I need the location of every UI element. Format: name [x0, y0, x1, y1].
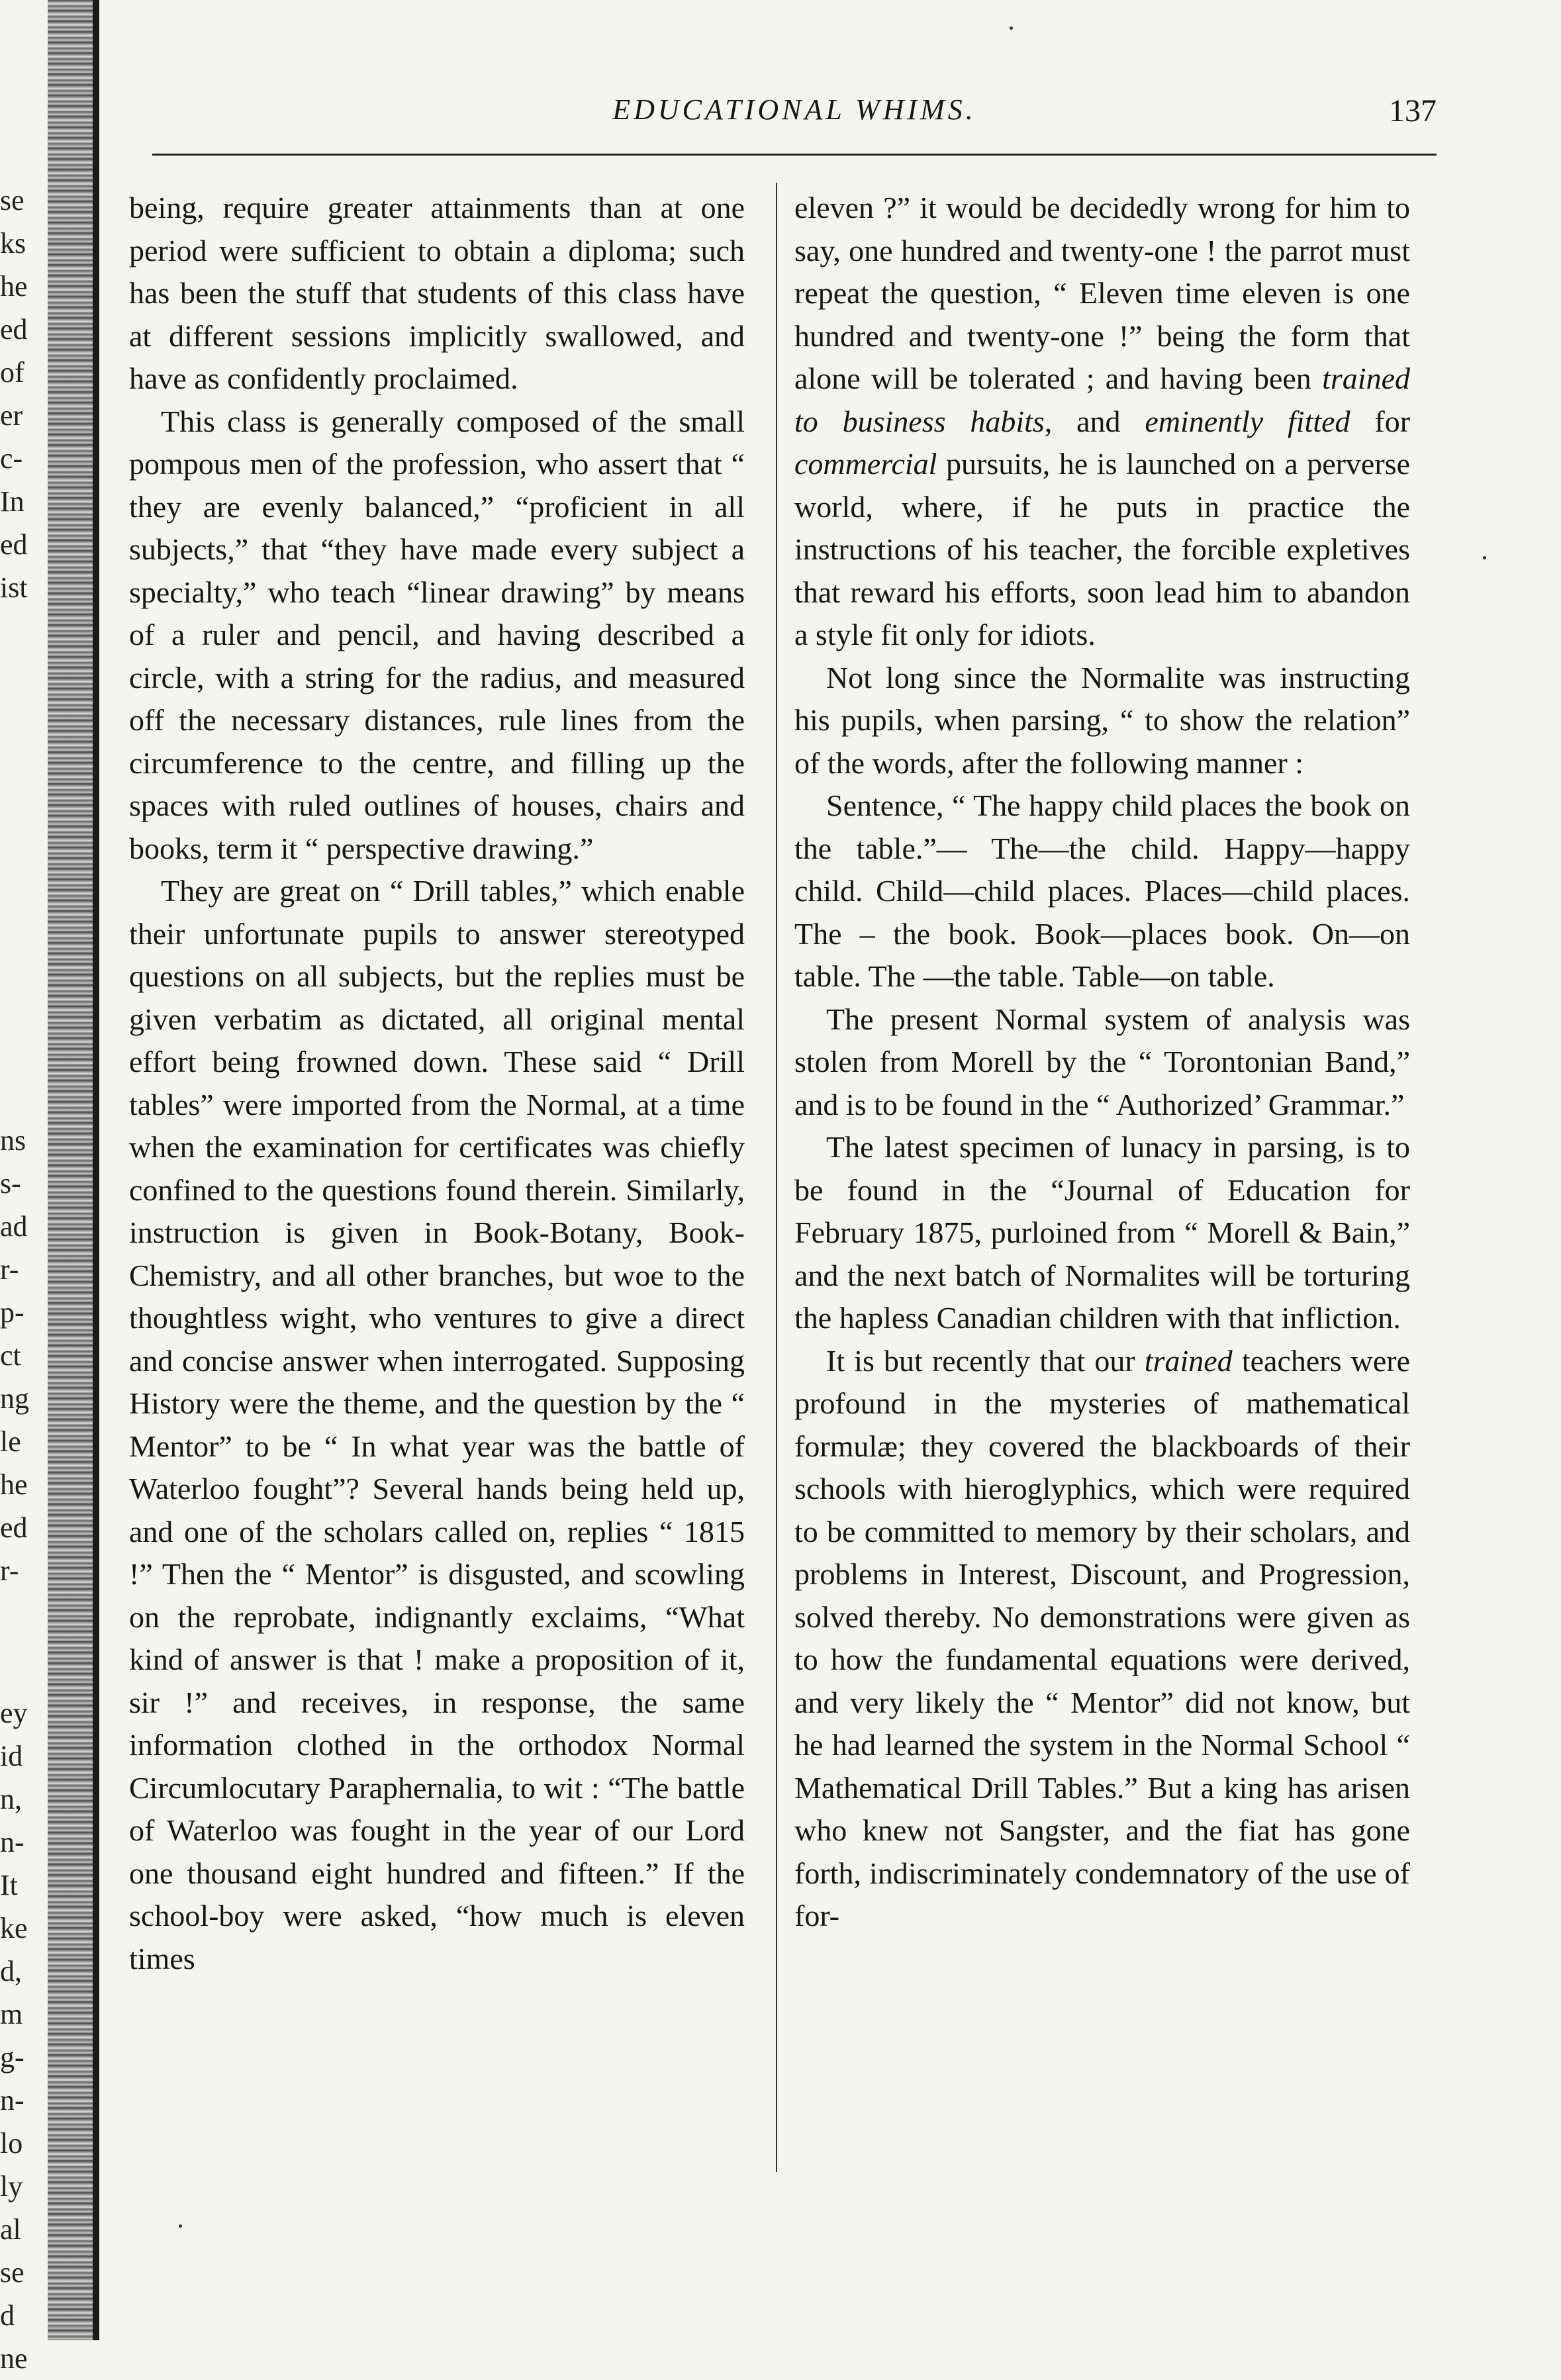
margin-fragment: In	[0, 485, 24, 518]
margin-fragment: n,	[0, 1783, 22, 1815]
header-rule	[152, 154, 1437, 156]
binding-gutter	[48, 0, 99, 2340]
print-speck	[179, 2224, 182, 2228]
margin-fragment: n-	[0, 1826, 24, 1858]
paragraph: being, require greater attainments than at one period were sufficient to obtain a diploma; such has been the stuff that students of this class have at different sessions implicitly swallowed, and have as confidently proclaimed.	[129, 191, 745, 395]
italic-text: commercial	[794, 447, 937, 481]
margin-fragment: ns	[0, 1124, 26, 1157]
margin-fragment: ad	[0, 1210, 28, 1243]
paragraph	[794, 1340, 1410, 1938]
text-run: eleven ?” it would be decidedly wrong for him to say, one hundred and twenty-one ! the parrot must repeat the question, “ Eleven time eleven is one hundred and twenty-one !” being the form that alone will be tolerated ; and having been	[794, 191, 1410, 395]
italic-text: trained to business habits	[794, 361, 1410, 438]
right-column	[794, 187, 1410, 1938]
margin-fragment: al	[0, 2213, 21, 2246]
margin-fragment: ed	[0, 528, 28, 561]
text-run: pursuits, he is launched on a perverse world, where, if he puts in practice the instructions of his teacher, the forcible expletives that reward his efforts, soon lead him to abandon a style fit only for idiots.	[794, 447, 1410, 651]
margin-fragment: ed	[0, 1511, 28, 1544]
italic-text: eminently fitted	[1145, 404, 1350, 438]
margin-fragment: It	[0, 1869, 18, 1901]
margin-fragment: r-	[0, 1554, 19, 1587]
text-run: teachers were profound in the mysteries of mathematical formulæ; they covered the blackboards of their schools with hieroglyphics, which were required to be committed to memory by their scholars, and problems in Interest, Discount, and Progression, solved thereby. No demonstrations were given as to how the fundamental equations were derived, and very likely the “ Mentor” did not know, but he had learned the system in the Normal School “ Mathematical Drill Tables.” But a king has arisen who knew not Sangster, and the fiat has gone forth, indiscriminately condemnatory of the use of for-	[794, 1343, 1411, 1932]
margin-fragment: s-	[0, 1167, 21, 1200]
margin-fragment: g-	[0, 2041, 24, 2073]
margin-fragment: ne	[0, 2342, 28, 2375]
margin-fragment: se	[0, 184, 24, 216]
margin-fragment: ng	[0, 1382, 29, 1415]
binding-edge	[93, 0, 99, 2340]
margin-fragment: id	[0, 1740, 23, 1772]
text-run: , and	[1044, 404, 1121, 438]
margin-fragment: d	[0, 2299, 15, 2332]
paragraph: Not long since the Normalite was instructing his pupils, when parsing, “ to show the relation” of the words, after the following manner :	[794, 660, 1410, 780]
margin-fragment: r-	[0, 1253, 19, 1286]
margin-fragment: ct	[0, 1339, 21, 1372]
margin-fragment: ly	[0, 2170, 23, 2203]
paragraph	[794, 187, 1410, 657]
margin-fragment: ed	[0, 313, 28, 346]
paragraph: The latest specimen of lunacy in parsing, is to be found in the “Journal of Education for February 1875, purloined from “ Morell & Bain,” and the next batch of Normalites will be torturing the hapless Canadian children with that infliction.	[794, 1130, 1410, 1335]
margin-fragment: of	[0, 356, 24, 389]
margin-fragment: le	[0, 1425, 21, 1458]
margin-fragment: d,	[0, 1955, 22, 1987]
margin-fragment: ks	[0, 227, 26, 260]
margin-fragment: p-	[0, 1296, 24, 1329]
text-run: for	[1374, 404, 1411, 438]
margin-fragment: er	[0, 399, 23, 432]
page-header	[152, 93, 1437, 146]
margin-fragment: ist	[0, 571, 28, 604]
margin-fragment: he	[0, 270, 28, 303]
margin-fragment: lo	[0, 2127, 23, 2160]
paragraph: Sentence, “ The happy child places the book on the table.”— The—the child. Happy—happy child. Child—child places. Places—child places. The – the book. Book—places book. On—on table. The —the table. Table—on table.	[794, 788, 1410, 993]
margin-fragment: ey	[0, 1697, 28, 1729]
margin-fragment: se	[0, 2256, 24, 2289]
running-title: EDUCATIONAL WHIMS.	[612, 93, 976, 126]
text-run: It is but recently that our	[826, 1343, 1135, 1378]
column-divider	[776, 183, 777, 2172]
paragraph: They are great on “ Drill tables,” which enable their unfortunate pupils to answer stereotyped questions on all subjects, but the replies must be given verbatim as dictated, all original mental effort being frowned down. These said “ Drill tables” were imported from the Normal, at a time when the examination for certificates was chiefly confined to the questions found therein. Similarly, instruction is given in Book-Botany, Book-Chemistry, and all other branches, but woe to the thoughtless wight, who ventures to give a direct and concise answer when interrogated. Supposing History were the theme, and the question by the “ Mentor” to be “ In what year was the battle of Waterloo fought”? Several hands being held up, and one of the scholars called on, replies “ 1815 !” Then the “ Mentor” is disgusted, and scowling on the reprobate, indignantly exclaims, “What kind of answer is that ! make a proposition of it, sir !” and receives, in response, the same information clothed in the orthodox Normal Circumlocutary Paraphernalia, to wit : “The battle of Waterloo was fought in the year of our Lord one thousand eight hundred and fifteen.” If the school-boy were asked, “how much is eleven times	[129, 874, 745, 1975]
margin-fragment: m	[0, 1998, 23, 2030]
left-column	[129, 187, 745, 1980]
page-number: 137	[1389, 93, 1437, 128]
margin-fragment: c-	[0, 442, 23, 475]
margin-fragment: n-	[0, 2084, 24, 2117]
print-speck	[1010, 26, 1013, 30]
margin-fragment: ke	[0, 1912, 28, 1944]
print-speck	[1483, 556, 1486, 559]
margin-fragment: he	[0, 1468, 28, 1501]
previous-page-margin	[0, 179, 44, 2380]
paragraph: The present Normal system of analysis was stolen from Morell by the “ Torontonian Band,” and is to be found in the “ Authorized’ Grammar.”	[794, 1002, 1410, 1121]
italic-text: trained	[1144, 1343, 1233, 1378]
paragraph: This class is generally composed of the small pompous men of the profession, who assert that “ they are evenly balanced,” “proficient in all subjects,” that “they have made every subject a specialty,” who teach “linear drawing” by means of a ruler and pencil, and having described a circle, with a string for the radius, and measured off the necessary distances, rule lines from the circumference to the centre, and filling up the spaces with ruled outlines of houses, chairs and books, term it “ perspective drawing.”	[129, 404, 745, 865]
